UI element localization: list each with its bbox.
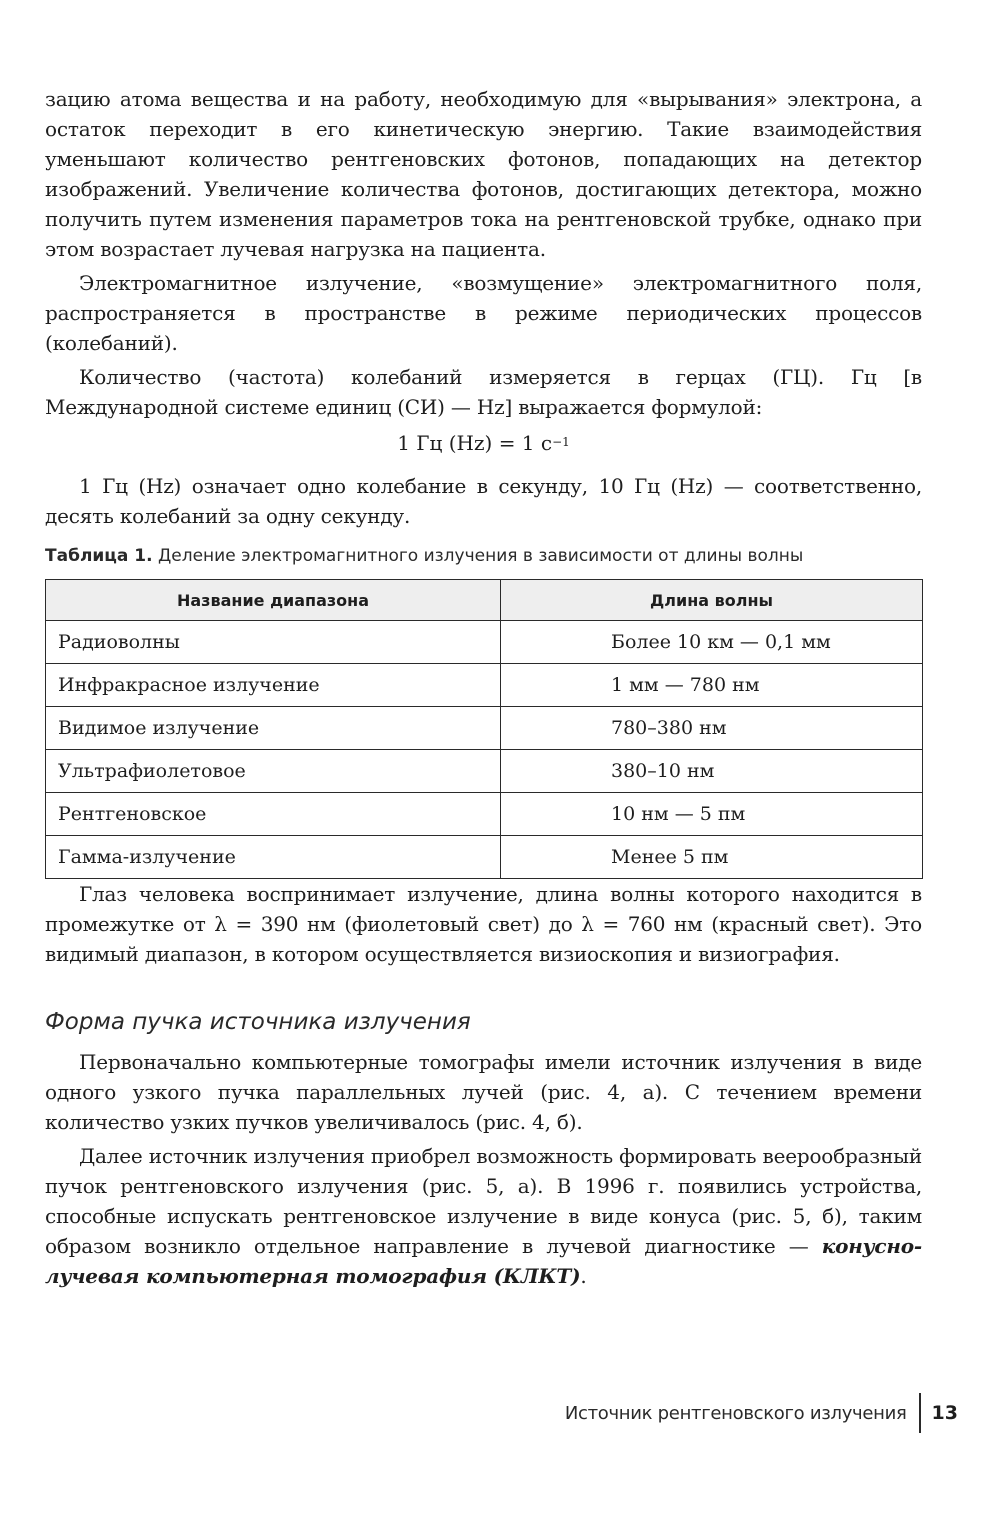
table-row bbox=[46, 664, 923, 707]
frequency-formula bbox=[45, 428, 922, 461]
formula-text: 1 Гц (Hz) = 1 с bbox=[397, 431, 553, 455]
paragraph-2: Электромагнитное излучение, «возмущение» электромагнитного поля, распространяется в пространстве в режиме периодических процессов (колебаний). bbox=[45, 271, 922, 355]
paragraph-7 bbox=[45, 1141, 922, 1291]
wavelength-cell: Менее 5 пм bbox=[501, 836, 923, 879]
wavelength-cell: 780–380 нм bbox=[501, 707, 923, 750]
page-footer bbox=[565, 1393, 958, 1433]
wavelength-cell: 1 мм — 780 нм bbox=[501, 664, 923, 707]
running-title: Источник рентгеновского излучения bbox=[564, 1402, 907, 1424]
range-name-cell: Рентгеновское bbox=[46, 793, 501, 836]
table-row bbox=[46, 707, 923, 750]
paragraph-7-start: Далее источник излучения приобрел возможность формировать веерообразный пучок рентгеновского излучения (рис. 5, а). В 1996 г. появились устройства, способные испускать рентгеновское излучение в виде конуса (рис. 5, б), таким образом возникло отдельное направление в лучевой диагностике — bbox=[45, 1144, 922, 1258]
range-name-cell: Видимое излучение bbox=[46, 707, 501, 750]
paragraph-7-end: . bbox=[580, 1264, 587, 1288]
header-wavelength: Длина волны bbox=[501, 580, 923, 621]
paragraph-5: Глаз человека воспринимает излучение, длина волны которого находится в промежутке от λ = 390 нм (фиолетовый свет) до λ = 760 нм (красный свет). Это видимый диапазон, в котором осуществляется визиоскопия и визиография. bbox=[45, 882, 922, 966]
table-caption-text: Деление электромагнитного излучения в зависимости от длины волны bbox=[152, 546, 804, 566]
range-name-cell: Радиоволны bbox=[46, 621, 501, 664]
section-heading: Форма пучка источника излучения bbox=[45, 1009, 471, 1035]
wavelength-cell: 10 нм — 5 пм bbox=[501, 793, 923, 836]
paragraph-4: 1 Гц (Hz) означает одно колебание в секунду, 10 Гц (Hz) — соответственно, десять колебаний за одну секунду. bbox=[45, 474, 922, 528]
klkt-term: конусно-лучевая компьютерная томография (КЛКТ) bbox=[45, 1234, 922, 1288]
table-row bbox=[46, 750, 923, 793]
paragraph-6: Первоначально компьютерные томографы имели источник излучения в виде одного узкого пучка параллельных лучей (рис. 4, а). С течением времени количество узких пучков увеличивалось (рис. 4, б). bbox=[45, 1050, 922, 1134]
page-number: 13 bbox=[931, 1402, 958, 1424]
header-range-name: Название диапазона bbox=[46, 580, 501, 621]
table-row bbox=[46, 621, 923, 664]
footer-divider bbox=[919, 1393, 921, 1433]
table-caption bbox=[45, 543, 922, 569]
wavelength-cell: 380–10 нм bbox=[501, 750, 923, 793]
wavelength-table bbox=[45, 579, 923, 879]
paragraph-3: Количество (частота) колебаний измеряется в герцах (ГЦ). Гц [в Международной системе единиц (СИ) — Hz] выражается формулой: bbox=[45, 365, 922, 419]
range-name-cell: Ультрафиолетовое bbox=[46, 750, 501, 793]
range-name-cell: Инфракрасное излучение bbox=[46, 664, 501, 707]
table-row bbox=[46, 793, 923, 836]
formula-superscript: −1 bbox=[552, 435, 570, 449]
page-content bbox=[45, 84, 922, 1291]
paragraph-1: зацию атома вещества и на работу, необходимую для «вырывания» электрона, а остаток переходит в его кинетическую энергию. Такие взаимодействия уменьшают количество рентгеновских фотонов, попадающих на детектор изображений. Увеличение количества фотонов, достигающих детектора, можно получить путем изменения параметров тока на рентгеновской трубке, однако при этом возрастает лучевая нагрузка на пациента. bbox=[45, 87, 922, 261]
range-name-cell: Гамма-излучение bbox=[46, 836, 501, 879]
table-caption-label: Таблица 1. bbox=[45, 546, 153, 566]
table-row bbox=[46, 836, 923, 879]
table-header-row bbox=[46, 580, 923, 621]
wavelength-cell: Более 10 км — 0,1 мм bbox=[501, 621, 923, 664]
